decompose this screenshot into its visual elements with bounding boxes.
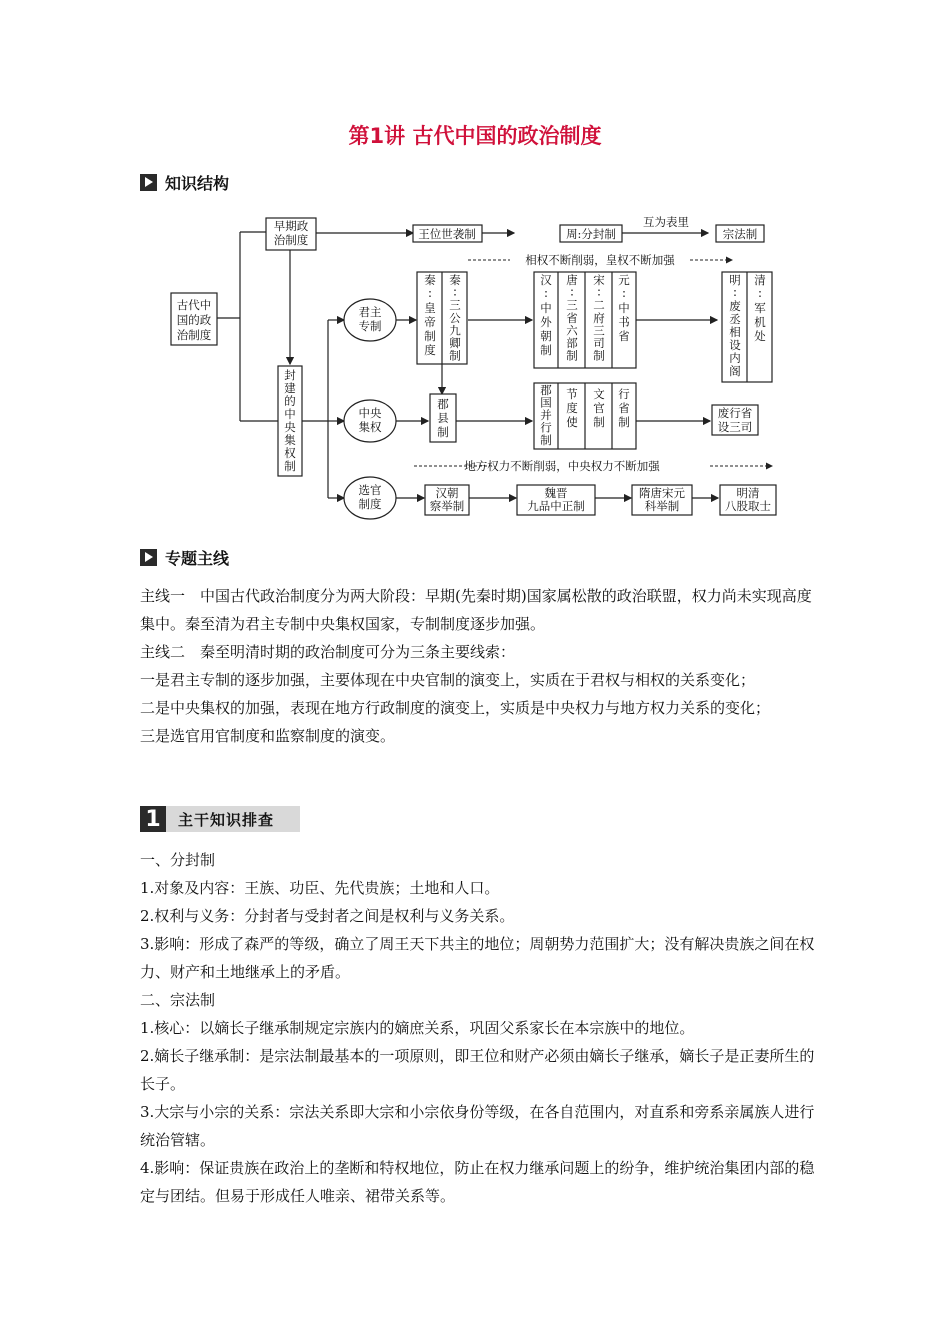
paragraph: 3.大宗与小宗的关系：宗法关系即大宗和小宗依身份等级，在各自范围内，对直系和旁系亲属族人进行统治管辖。	[140, 1103, 815, 1149]
weijin-jiupin-label: 魏晋	[544, 486, 568, 500]
feudal-centralization-label: 制	[284, 459, 296, 473]
paragraph: 3.影响：形成了森严的等级，确立了周王天下共主的地位；周朝势力范围扩大；没有解决贵族之间在权力、财产和土地继承上的矛盾。	[140, 935, 815, 981]
tang-sansheng-label: 部	[566, 336, 578, 350]
qin-emperor-label: 皇	[424, 301, 436, 315]
junxian-label: 郡	[437, 397, 449, 411]
junxian-label: 制	[437, 425, 449, 439]
han-chaju-label: 汉朝	[435, 486, 459, 500]
song-erfu-label: 二	[593, 298, 605, 313]
yuan-zhongshu-label: 中	[618, 301, 630, 315]
han-court-label: ∶	[544, 287, 548, 301]
xingsheng-label: 制	[618, 415, 630, 429]
zhou-feudal-label: 周:分封制	[566, 227, 616, 241]
tang-sansheng-label: ∶	[570, 285, 574, 300]
junguo-label: 行	[540, 420, 552, 435]
qin-sangong-label: 卿	[449, 336, 461, 350]
page-title: 第1讲 古代中国的政治制度	[348, 124, 602, 148]
paragraph: 三是选官用官制度和监察制度的演变。	[140, 727, 396, 745]
early-system-label: 早期政	[273, 219, 309, 233]
centralization-label: 集权	[358, 420, 382, 434]
feudal-centralization-label: 权	[284, 446, 296, 460]
play-triangle-icon	[140, 549, 157, 566]
knowledge-structure-diagram	[160, 208, 800, 528]
feudal-centralization-label: 集	[284, 433, 296, 447]
yuan-zhongshu-label: 省	[618, 329, 630, 343]
xingsheng-label: 行	[618, 387, 630, 401]
qing-junjichu-label: 清	[754, 273, 766, 287]
abolish-province-label: 设三司	[717, 420, 753, 434]
paragraph: 一是君主专制的逐步加强，主要体现在中央官制的演变上，实质在于君权与相权的关系变化；	[140, 671, 756, 689]
banner-number: 1	[140, 806, 166, 832]
paragraph: 主线一 中国古代政治制度分为两大阶段：早期(先秦时期)国家属松散的政治联盟，权力尚未实现高度集中。秦至清为君主专制中央集权国家，专制制度逐步加强。	[140, 587, 812, 633]
ming-cabinet-label: 阁	[729, 364, 741, 378]
qing-junjichu-label: ∶	[758, 287, 762, 301]
clan-system-label: 宗法制	[722, 227, 758, 241]
jiedushi-label: 使	[566, 415, 578, 429]
tang-sansheng-label: 六	[566, 323, 578, 338]
song-erfu-label: 宋	[593, 273, 605, 287]
mutual-relation-label: 互为表里	[643, 215, 689, 229]
section-banner	[140, 806, 300, 832]
local-weaken-annotation: 地方权力不断削弱，中央权力不断加强	[464, 459, 660, 473]
weijin-jiupin-label: 九品中正制	[527, 499, 585, 513]
tang-sansheng-label: 省	[566, 310, 578, 325]
junguo-label: 国	[540, 395, 552, 410]
qin-emperor-label: 帝	[424, 315, 436, 329]
root-box-label: 古代中	[176, 298, 212, 312]
qin-sangong-label: 秦	[449, 273, 461, 287]
keju-label: 科举制	[644, 499, 680, 513]
han-court-label: 外	[540, 315, 552, 329]
wenguan-label: 官	[593, 401, 605, 415]
paragraph: 1.对象及内容：王族、功臣、先代贵族；土地和人口。	[140, 879, 500, 897]
ming-cabinet-label: 明	[729, 273, 741, 287]
qin-sangong-label: 制	[449, 348, 461, 363]
han-court-label: 制	[540, 343, 552, 357]
song-erfu-label: 制	[593, 348, 605, 363]
yuan-zhongshu-label: ∶	[622, 287, 626, 301]
baguqushi-label: 八股取士	[725, 499, 771, 513]
feudal-centralization-label: 央	[284, 420, 296, 434]
qin-emperor-label: 度	[424, 343, 436, 357]
heading-zongfa: 二、宗法制	[140, 991, 216, 1009]
qin-emperor-label: ∶	[428, 287, 432, 301]
wenguan-label: 文	[593, 387, 605, 401]
main-threads-text	[140, 582, 820, 750]
qin-sangong-label: 公	[449, 310, 461, 325]
play-triangle-icon	[140, 174, 157, 191]
feudal-centralization-label: 中	[284, 407, 296, 421]
feudal-centralization-label: 建	[284, 381, 296, 395]
song-erfu-label: 三	[593, 323, 605, 338]
centralization-label: 中央	[358, 406, 382, 420]
ming-cabinet-label: 相	[729, 325, 741, 339]
han-court-label: 汉	[540, 273, 552, 287]
han-court-label: 中	[540, 301, 552, 315]
paragraph: 2.权利与义务：分封者与受封者之间是权利与义务关系。	[140, 907, 515, 925]
section-header-main-threads	[140, 546, 229, 568]
ming-cabinet-label: 丞	[729, 312, 741, 326]
tang-sansheng-label: 三	[566, 298, 578, 313]
section-label: 专题主线	[165, 548, 230, 568]
ming-cabinet-label: 设	[729, 338, 741, 352]
official-selection-label: 选官	[358, 483, 382, 497]
paragraph: 4.影响：保证贵族在政治上的垄断和特权地位，防止在权力继承问题上的纷争，维护统治集团内部的稳定与团结。但易于形成任人唯亲、裙带关系等。	[140, 1159, 815, 1205]
autocracy-label: 专制	[358, 319, 382, 333]
qin-sangong-label: ∶	[453, 285, 457, 300]
yuan-zhongshu-label: 书	[618, 315, 630, 329]
paragraph: 1.核心：以嫡长子继承制规定宗族内的嫡庶关系，巩固父系家长在本宗族中的地位。	[140, 1019, 695, 1037]
han-chaju-label: 察举制	[429, 499, 465, 513]
diagram-boxes	[171, 218, 776, 519]
root-box-label: 国的政	[176, 313, 212, 327]
qin-emperor-label: 秦	[424, 273, 436, 287]
han-court-label: 朝	[540, 329, 552, 343]
qin-sangong-label: 三	[449, 298, 461, 313]
early-system-label: 治制度	[273, 233, 309, 247]
qin-sangong-label: 九	[449, 323, 461, 338]
knowledge-content	[140, 846, 820, 1210]
feudal-centralization-label: 的	[284, 394, 296, 408]
tang-sansheng-label: 唐	[566, 273, 578, 287]
official-selection-label: 制度	[358, 497, 382, 511]
heading-fenfeng: 一、分封制	[140, 851, 216, 869]
junguo-label: 并	[540, 408, 552, 422]
song-erfu-label: 府	[593, 310, 605, 325]
feudal-centralization-label: 封	[284, 368, 296, 382]
junguo-label: 郡	[540, 383, 552, 397]
ming-cabinet-label: 内	[729, 351, 741, 365]
qin-emperor-label: 制	[424, 329, 436, 343]
jiedushi-label: 节	[566, 387, 578, 401]
paragraph: 2.嫡长子继承制：是宗法制最基本的一项原则，即王位和财产必须由嫡长子继承，嫡长子是正妻所生的长子。	[140, 1047, 815, 1093]
qing-junjichu-label: 军	[754, 301, 766, 315]
song-erfu-label: ∶	[597, 285, 601, 300]
qing-junjichu-label: 处	[754, 329, 766, 343]
ming-cabinet-label: ∶	[733, 286, 737, 300]
root-box-label: 治制度	[176, 328, 212, 342]
paragraph: 主线二 秦至明清时期的政治制度可分为三条主要线索：	[140, 643, 516, 661]
paragraph: 二是中央集权的加强，表现在地方行政制度的演变上，实质是中央权力与地方权力关系的变化；	[140, 699, 771, 717]
ming-cabinet-label: 废	[729, 299, 741, 313]
qing-junjichu-label: 机	[754, 315, 766, 329]
junguo-label: 制	[540, 433, 552, 447]
tang-sansheng-label: 制	[566, 348, 578, 363]
xingsheng-label: 省	[618, 401, 630, 415]
chancellor-weaken-annotation: 相权不断削弱，皇权不断加强	[525, 253, 675, 267]
autocracy-label: 君主	[358, 305, 382, 319]
section-label: 知识结构	[165, 173, 230, 193]
keju-label: 隋唐宋元	[639, 486, 685, 500]
section-header-knowledge-structure	[140, 171, 229, 193]
wenguan-label: 制	[593, 415, 605, 429]
song-erfu-label: 司	[593, 336, 605, 350]
baguqushi-label: 明清	[736, 486, 760, 500]
jiedushi-label: 度	[566, 401, 578, 415]
junxian-label: 县	[437, 411, 449, 425]
yuan-zhongshu-label: 元	[618, 273, 630, 287]
hereditary-throne-label: 王位世袭制	[418, 227, 476, 241]
abolish-province-label: 废行省	[717, 406, 753, 420]
banner-label: 主干知识排查	[178, 810, 275, 829]
